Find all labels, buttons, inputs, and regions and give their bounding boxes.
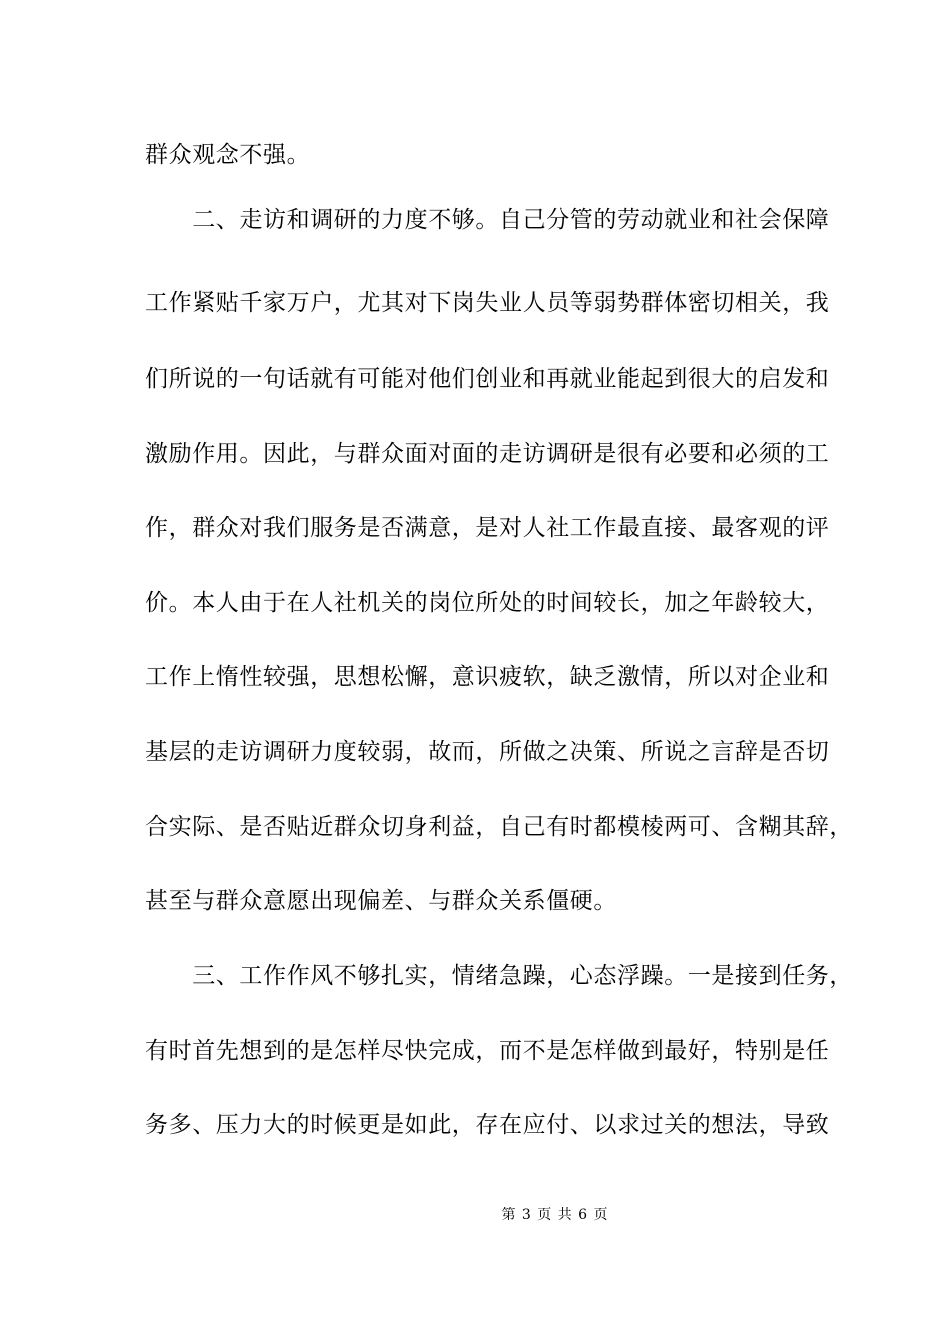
text-line: 基层的走访调研力度较弱，故而，所做之决策、所说之言辞是否切 bbox=[145, 739, 830, 765]
page-number: 第 3 页 共 6 页 bbox=[501, 1207, 609, 1223]
text-line: 有时首先想到的是怎样尽快完成，而不是怎样做到最好，特别是任 bbox=[145, 1038, 830, 1064]
text-line: 工作上惰性较强，思想松懈，意识疲软，缺乏激情，所以对企业和 bbox=[145, 664, 830, 690]
text-line: 务多、压力大的时候更是如此，存在应付、以求过关的想法，导致 bbox=[145, 1112, 830, 1138]
text-line: 二、走访和调研的力度不够。自己分管的劳动就业和社会保障 bbox=[145, 207, 830, 233]
text-line: 激励作用。因此，与群众面对面的走访调研是很有必要和必须的工 bbox=[145, 441, 830, 467]
text-line: 合实际、是否贴近群众切身利益，自己有时都模棱两可、含糊其辞， bbox=[145, 814, 853, 840]
text-line: 们所说的一句话就有可能对他们创业和再就业能起到很大的启发和 bbox=[145, 366, 830, 392]
text-line: 甚至与群众意愿出现偏差、与群众关系僵硬。 bbox=[145, 888, 617, 914]
text-line: 三、工作作风不够扎实，情绪急躁，心态浮躁。一是接到任务， bbox=[145, 963, 853, 989]
text-line: 群众观念不强。 bbox=[145, 142, 311, 168]
text-line: 工作紧贴千家万户，尤其对下岗失业人员等弱势群体密切相关，我 bbox=[145, 290, 830, 316]
text-line: 作，群众对我们服务是否满意，是对人社工作最直接、最客观的评 bbox=[145, 515, 830, 541]
text-line: 价。本人由于在人社机关的岗位所处的时间较长，加之年龄较大， bbox=[145, 590, 830, 616]
